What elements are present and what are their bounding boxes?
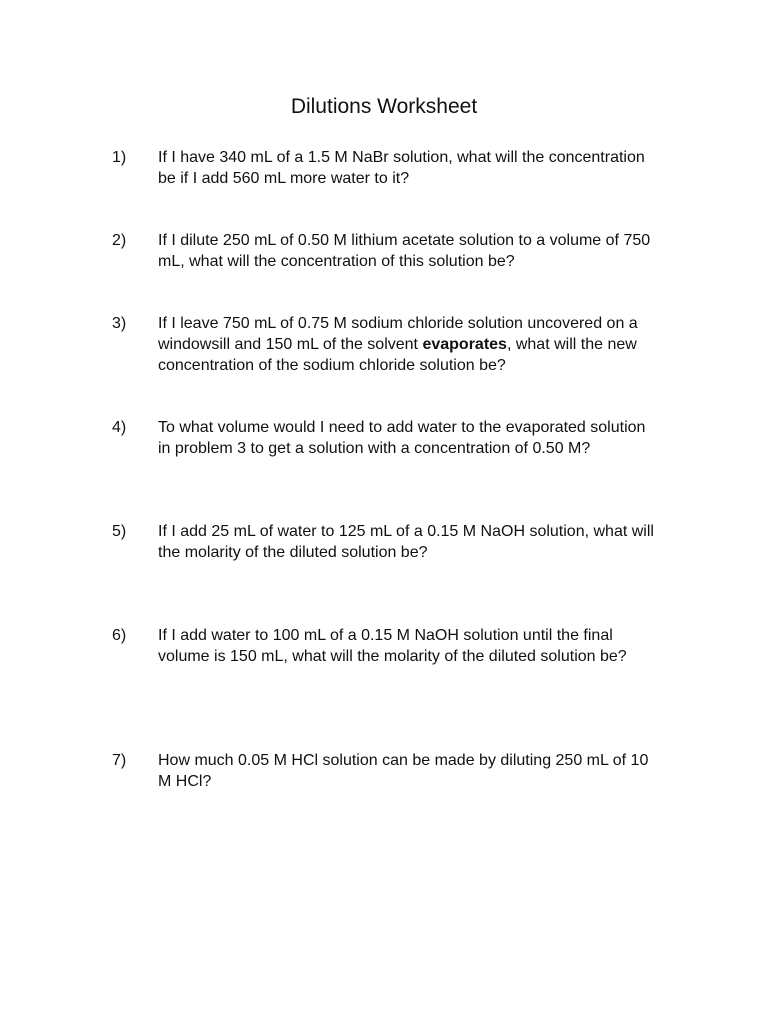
- problem-number: 5): [112, 523, 127, 540]
- problem-number: 1): [112, 149, 127, 166]
- page-title: Dilutions Worksheet: [290, 95, 478, 118]
- problem-text: How much 0.05 M HCl solution can be made by diluting 250 mL of 10 M HCl?: [158, 752, 649, 790]
- problem-text: To what volume would I need to add water to the evaporated solution in problem 3 to get a solution with a concentration of 0.50 M?: [158, 419, 646, 457]
- problem-text: If I add 25 mL of water to 125 mL of a 0.15 M NaOH solution, what will the molarity of the diluted solution be?: [158, 523, 654, 561]
- problem-text: [158, 313, 658, 376]
- problem-number: 2): [112, 232, 127, 249]
- problem-text-part: , what will the new concentration of the sodium chloride solution be?: [158, 336, 637, 374]
- emphasized-word: evaporates: [422, 336, 507, 353]
- problem-text: If I add water to 100 mL of a 0.15 M NaOH solution until the final volume is 150 mL, what will the molarity of the diluted solution be?: [158, 627, 627, 665]
- problem-number: 3): [112, 315, 127, 332]
- problem-text: If I have 340 mL of a 1.5 M NaBr solution, what will the concentration be if I add 560 mL more water to it?: [158, 149, 645, 187]
- problem-text-part: If I leave 750 mL of 0.75 M sodium chloride solution uncovered on a windowsill and 150 mL of the solvent: [158, 315, 638, 353]
- problem-number: 7): [112, 752, 127, 769]
- problem-number: 6): [112, 627, 127, 644]
- problem-text: If I dilute 250 mL of 0.50 M lithium acetate solution to a volume of 750 mL, what will the concentration of this solution be?: [158, 232, 651, 270]
- problem-number: 4): [112, 419, 127, 436]
